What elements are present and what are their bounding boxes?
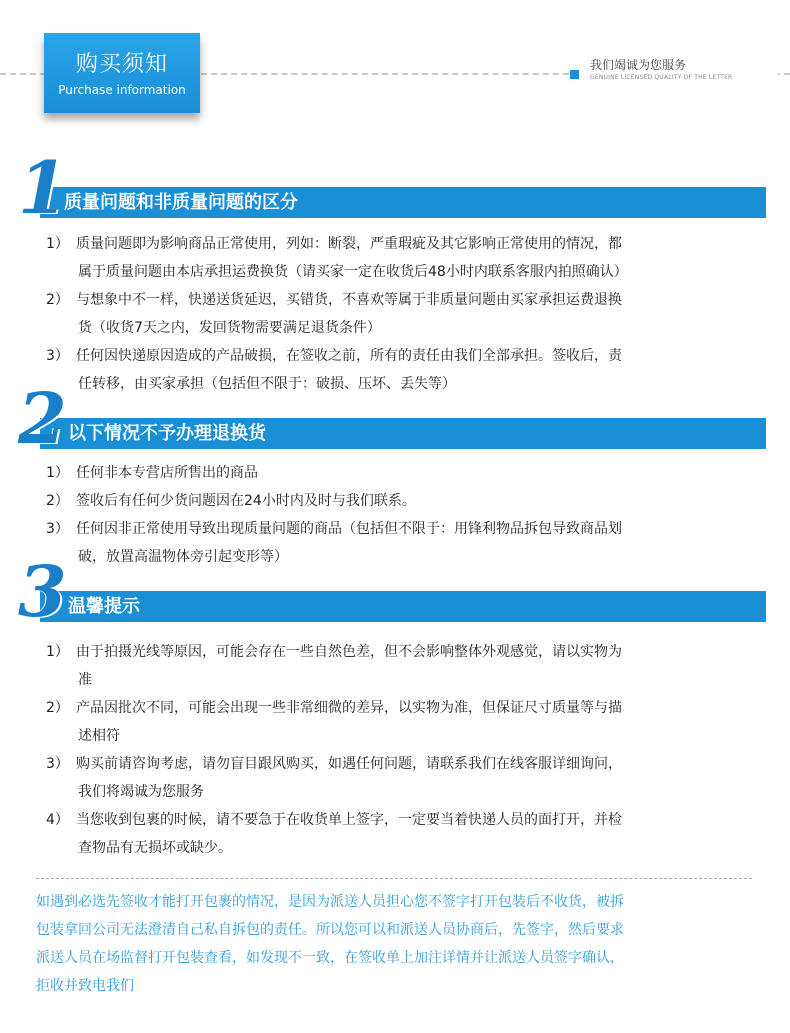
list-item: 4） 当您收到包裹的时候，请不要急于在收货单上签字，一定要当着快递人员的面打开，并检 查物品有无损坏或缺少。 — [46, 812, 622, 856]
square-bullet-icon — [570, 70, 579, 79]
tagline-zh: 我们竭诚为您服务 — [590, 58, 687, 72]
list-item: 1） 任何非本专营店所售出的商品 — [46, 465, 258, 481]
section-3-title: 温馨提示 — [68, 596, 140, 617]
section-1-title: 质量问题和非质量问题的区分 — [64, 192, 298, 213]
footer-line: 派送人员在场监督打开包装查看，如发现不一致，在签收单上加注详情并让派送人员签字确认， — [36, 950, 624, 966]
tagline-en: GENUINE LICENSED QUALITY OF THE LETTER — [590, 74, 733, 81]
title-en: Purchase information — [58, 83, 186, 97]
section-1-number: 1 — [18, 145, 69, 230]
footer-line: 拒收并致电我们 — [36, 978, 134, 994]
purchase-info-title-box — [44, 33, 200, 113]
list-item: 3） 购买前请咨询考虑，请勿盲目跟风购买，如遇任何问题，请联系我们在线客服详细询问， 我们将竭诚为您服务 — [46, 756, 622, 800]
footer-dashed-divider — [36, 878, 752, 879]
list-item: 1） 质量问题即为影响商品正常使用，列如：断裂，严重瑕疵及其它影响正常使用的情况，都 属于质量问题由本店承担运费换货（请买家一定在收货后48小时内联系客服内拍照确认） — [46, 236, 628, 280]
list-item: 3） 任何因快递原因造成的产品破损，在签收之前，所有的责任由我们全部承担。签收后，责 任转移，由买家承担（包括但不限于：破损、压坏、丢失等） — [46, 348, 622, 392]
list-item: 3） 任何因非正常使用导致出现质量问题的商品（包括但不限于：用锋利物品拆包导致商品划 破，放置高温物体旁引起变形等） — [46, 521, 622, 565]
list-item: 2） 与想象中不一样，快递送货延迟，买错货，不喜欢等属于非质量问题由买家承担运费退换 货（收货7天之内，发回货物需要满足退货条件） — [46, 292, 622, 336]
list-item: 2） 签收后有任何少货问题因在24小时内及时与我们联系。 — [46, 493, 416, 509]
footer-note — [36, 888, 756, 1000]
footer-line: 如遇到必选先签收才能打开包裹的情况，是因为派送人员担心您不签字打开包装后不收货，被拆 — [36, 894, 624, 910]
section-3-number: 3 — [18, 550, 67, 633]
section-2-title: 以下情况不予办理退换货 — [68, 423, 266, 444]
list-item: 2） 产品因批次不同，可能会出现一些非常细微的差异，以实物为准，但保证尺寸质量等与描 述相符 — [46, 700, 622, 744]
section-2-number: 2 — [18, 377, 67, 460]
service-tagline — [572, 56, 778, 81]
list-item: 1） 由于拍摄光线等原因，可能会存在一些自然色差，但不会影响整体外观感觉，请以实物为 准 — [46, 644, 622, 688]
title-zh: 购买须知 — [75, 52, 168, 77]
footer-line: 包装拿回公司无法澄清自己私自拆包的责任。所以您可以和派送人员协商后，先签字，然后要求 — [36, 922, 624, 938]
section-3-header-bar — [40, 591, 766, 622]
